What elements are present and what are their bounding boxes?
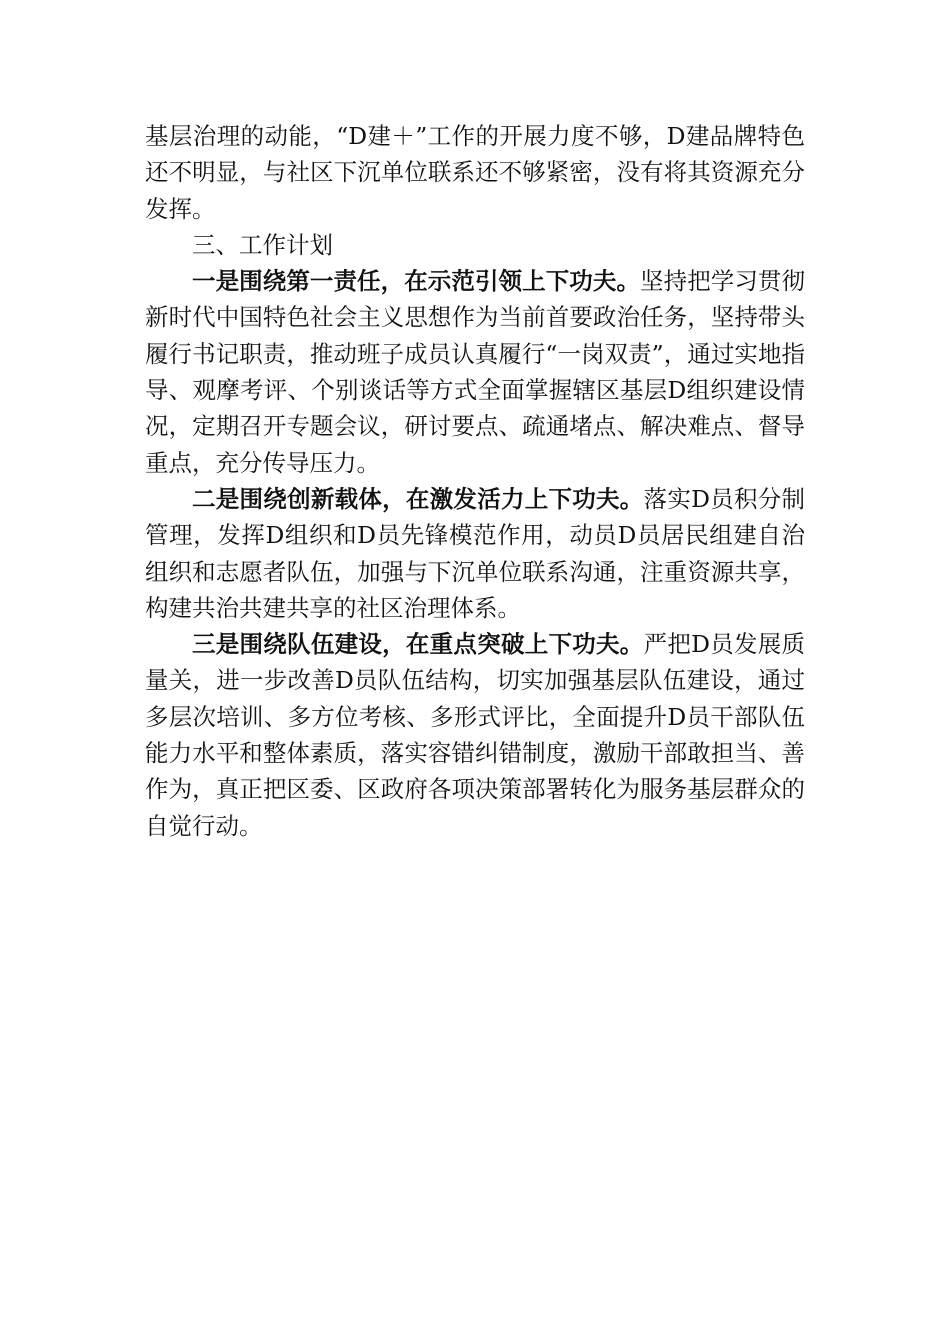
plan-body-1: 坚持把学习贯彻新时代中国特色社会主义思想作为当前首要政治任务，坚持带头履行书记职责，推动班子成员认真履行“一岗双责”，通过实地指导、观摩考评、个别谈话等方式全面掌握辖区基层D组织建设情况，定期召开专题会议，研讨要点、疏通堵点、解决难点、督导重点，充分传导压力。: [145, 267, 806, 477]
plan-paragraph-1: [145, 263, 805, 481]
plan-lead-2: 二是围绕创新载体，在激发活力上下功夫。: [192, 484, 644, 513]
plan-paragraph-2: [145, 481, 805, 626]
section-heading: 三、工作计划: [192, 230, 333, 259]
plan-body-3: 严把D员发展质量关，进一步改善D员队伍结构，切实加强基层队伍建设，通过多层次培训、多方位考核、多形式评比，全面提升D员干部队伍能力水平和整体素质，落实容错纠错制度，激励干部敢担当、善作为，真正把区委、区政府各项决策部署转化为服务基层群众的自觉行动。: [145, 630, 806, 840]
plan-body-2: 落实D员积分制管理，发挥D组织和D员先锋模范作用，动员D员居民组建自治组织和志愿者队伍，加强与下沉单位联系沟通，注重资源共享，构建共治共建共享的社区治理体系。: [145, 484, 806, 622]
plan-lead-3: 三是围绕队伍建设，在重点突破上下功夫。: [192, 630, 644, 659]
document-page: [145, 118, 805, 844]
plan-lead-1: 一是围绕第一责任，在示范引领上下功夫。: [192, 267, 641, 296]
plan-paragraph-3: [145, 626, 805, 844]
continuation-paragraph: 基层治理的动能，“D建＋”工作的开展力度不够，D建品牌特色还不明显，与社区下沉单位联系还不够紧密，没有将其资源充分发挥。: [145, 122, 805, 223]
